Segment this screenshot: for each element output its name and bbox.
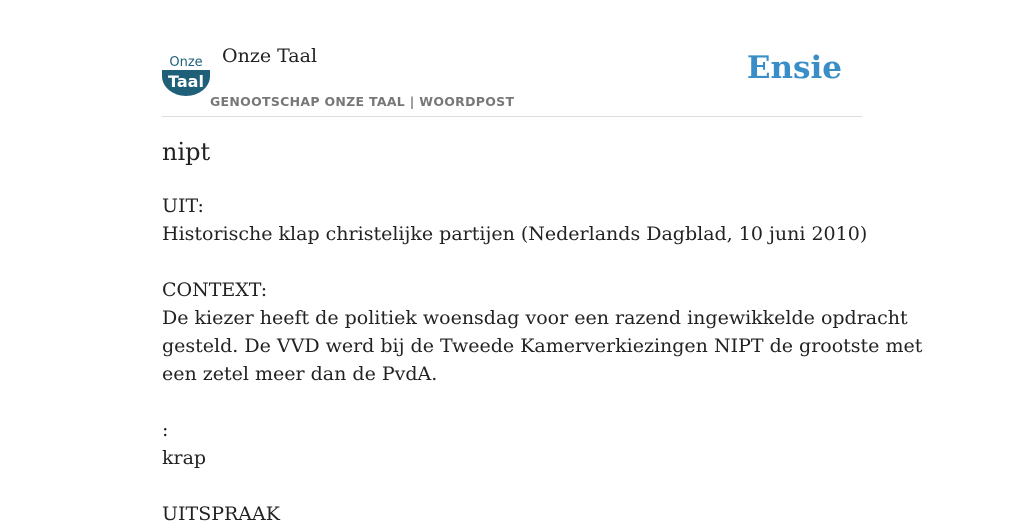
- context-label: CONTEXT:: [162, 279, 268, 301]
- uit-label: UIT:: [162, 195, 204, 217]
- context-line: De kiezer heeft de politiek woensdag voor een razend ingewikkelde opdracht: [162, 307, 908, 329]
- context-line: gesteld. De VVD werd bij de Tweede Kamerverkiezingen NIPT de grootste met: [162, 335, 923, 357]
- entry-content: [162, 192, 923, 528]
- synonym-text: krap: [162, 447, 207, 469]
- spacer: [162, 388, 862, 416]
- brand-name[interactable]: Onze Taal: [222, 45, 318, 67]
- uitspraak-label: UITSPRAAK: [162, 503, 280, 525]
- onze-taal-logo-icon[interactable]: [162, 50, 210, 96]
- page-title: nipt: [162, 138, 211, 166]
- spacer: [162, 472, 862, 500]
- brand-subtitle: GENOOTSCHAP ONZE TAAL | WOORDPOST: [210, 94, 515, 109]
- header: [162, 0, 862, 117]
- page: [162, 0, 923, 525]
- spacer: [162, 248, 862, 276]
- logo-bottom-text: Taal: [168, 72, 204, 91]
- ensie-logo[interactable]: Ensie: [746, 50, 842, 86]
- uit-text: Historische klap christelijke partijen (Nederlands Dagblad, 10 juni 2010): [162, 223, 868, 245]
- logo-top-text: Onze: [169, 55, 203, 70]
- colon-label: :: [162, 419, 169, 441]
- context-line: een zetel meer dan de PvdA.: [162, 363, 438, 385]
